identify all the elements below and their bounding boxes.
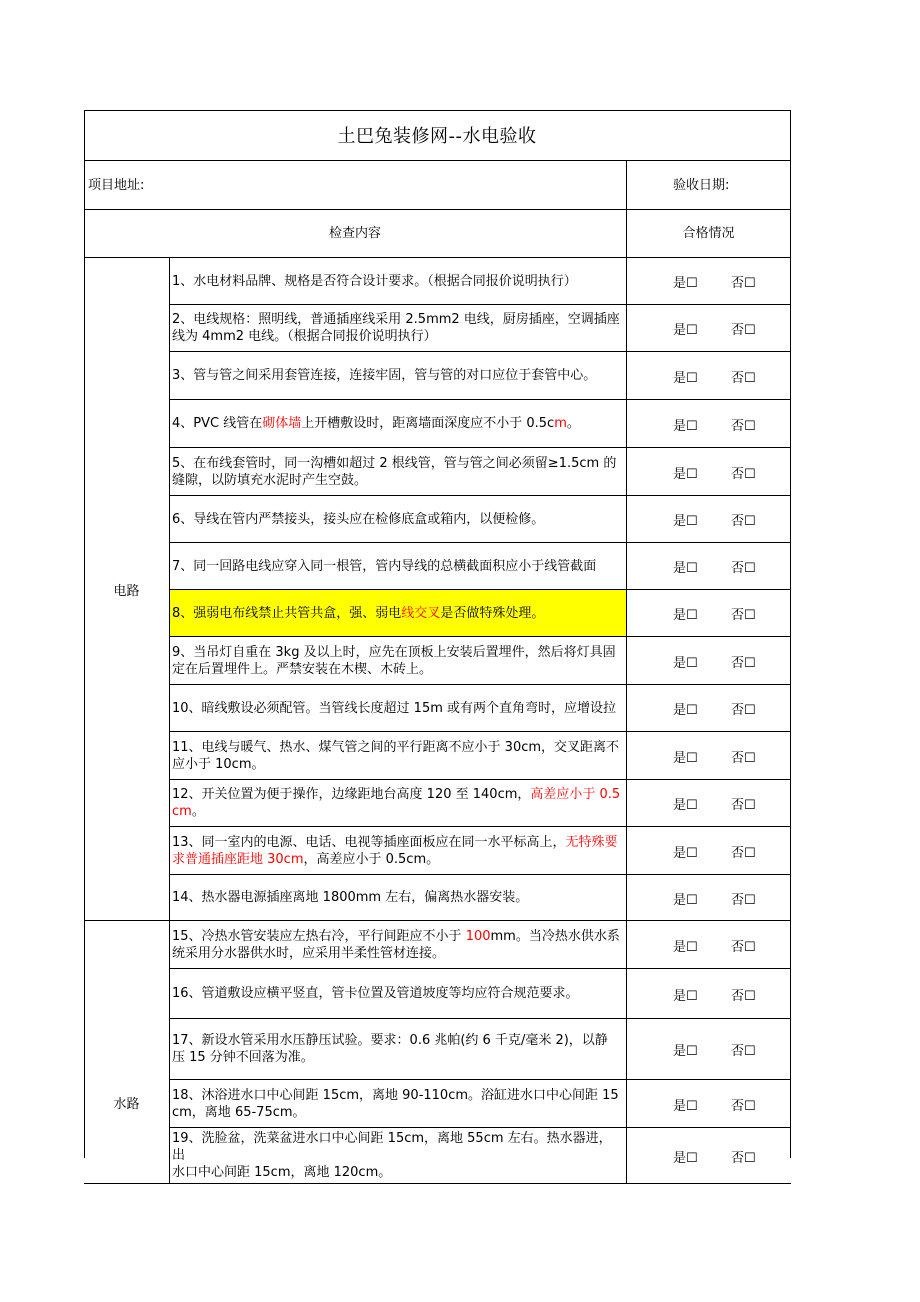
item-text: 是否做特殊处理。 bbox=[440, 605, 545, 621]
highlighted-text: 无特殊要求普通插座距地 30cm bbox=[172, 834, 618, 867]
item-text: 。 bbox=[191, 804, 205, 819]
address-label: 项目地址: bbox=[88, 178, 145, 193]
item-text: 1、水电材料品牌、规格是否符合设计要求。（根据合同报价说明执行） bbox=[172, 273, 577, 289]
no-checkbox[interactable]: 否☐ bbox=[731, 608, 756, 623]
no-checkbox[interactable]: 否☐ bbox=[731, 371, 756, 386]
no-checkbox[interactable]: 否☐ bbox=[731, 561, 756, 576]
result-cell bbox=[627, 496, 790, 542]
check-item-text bbox=[172, 1130, 624, 1181]
item-text: 2、电线规格：照明线，普通插座线采用 2.5mm2 电线，厨房插座，空调插座线为 4mm2 电线。（根据合同报价说明执行） bbox=[172, 312, 620, 344]
check-item-9 bbox=[170, 637, 626, 684]
yes-checkbox[interactable]: 是☐ bbox=[673, 323, 698, 338]
highlighted-text: 砌体墙 bbox=[262, 416, 302, 431]
result-cell bbox=[627, 875, 790, 920]
check-item-text bbox=[172, 644, 624, 678]
result-cell bbox=[627, 685, 790, 731]
result-cell bbox=[627, 921, 790, 968]
result-cell bbox=[627, 637, 790, 684]
check-item-6 bbox=[170, 496, 626, 542]
yes-checkbox[interactable]: 是☐ bbox=[673, 989, 698, 1004]
check-item-4 bbox=[170, 400, 626, 447]
yes-checkbox[interactable]: 是☐ bbox=[673, 1044, 698, 1059]
highlighted-text: m bbox=[554, 416, 567, 431]
check-item-18 bbox=[170, 1080, 626, 1127]
yes-checkbox[interactable]: 是☐ bbox=[673, 751, 698, 766]
result-cell bbox=[627, 732, 790, 779]
yes-checkbox[interactable]: 是☐ bbox=[673, 846, 698, 861]
highlighted-text: 线 bbox=[401, 605, 415, 621]
item-text: 3、管与管之间采用套管连接，连接牢固，管与管的对口应位于套管中心。 bbox=[172, 368, 597, 383]
check-item-13 bbox=[170, 827, 626, 874]
grid-line bbox=[84, 160, 791, 161]
check-item-5 bbox=[170, 448, 626, 495]
check-item-text bbox=[172, 273, 624, 290]
no-checkbox[interactable]: 否☐ bbox=[731, 1151, 756, 1166]
check-item-7 bbox=[170, 543, 626, 589]
check-item-17 bbox=[170, 1019, 626, 1079]
result-cell bbox=[627, 1019, 790, 1079]
check-item-text bbox=[172, 928, 624, 962]
item-text: 18、沐浴进水口中心间距 15cm，离地 90-110cm。浴缸进水口中心间距 15cm，离地 65-75cm。 bbox=[172, 1087, 619, 1120]
category-electric: 电路 bbox=[113, 583, 140, 599]
yes-checkbox[interactable]: 是☐ bbox=[673, 514, 698, 529]
check-item-text bbox=[172, 985, 624, 1002]
check-item-text bbox=[172, 786, 624, 820]
result-cell bbox=[627, 352, 790, 399]
highlighted-text: 交 bbox=[414, 605, 428, 621]
no-checkbox[interactable]: 否☐ bbox=[731, 703, 756, 718]
check-item-text bbox=[172, 1032, 624, 1066]
result-cell bbox=[627, 827, 790, 874]
item-text: 12、开关位置为便于操作，边缘距地台高度 120 至 140cm， bbox=[172, 787, 531, 802]
check-item-text bbox=[172, 739, 624, 773]
result-cell bbox=[627, 590, 790, 636]
check-item-text bbox=[172, 834, 624, 868]
sheet-title: 土巴兔装修网--水电验收 bbox=[337, 126, 537, 147]
check-item-text bbox=[172, 511, 624, 528]
no-checkbox[interactable]: 否☐ bbox=[731, 276, 756, 291]
check-item-12 bbox=[170, 780, 626, 826]
check-item-text bbox=[172, 558, 624, 575]
yes-checkbox[interactable]: 是☐ bbox=[673, 371, 698, 386]
content-header: 检查内容 bbox=[328, 226, 381, 241]
no-checkbox[interactable]: 否☐ bbox=[731, 323, 756, 338]
yes-checkbox[interactable]: 是☐ bbox=[673, 940, 698, 955]
check-item-8 bbox=[170, 590, 626, 636]
check-item-11 bbox=[170, 732, 626, 779]
check-item-text bbox=[172, 1087, 624, 1121]
result-cell bbox=[627, 305, 790, 351]
check-item-text bbox=[172, 889, 624, 906]
no-checkbox[interactable]: 否☐ bbox=[731, 751, 756, 766]
yes-checkbox[interactable]: 是☐ bbox=[673, 656, 698, 671]
yes-checkbox[interactable]: 是☐ bbox=[673, 561, 698, 576]
yes-checkbox[interactable]: 是☐ bbox=[673, 1151, 698, 1166]
result-cell bbox=[627, 448, 790, 495]
item-text: 9、当吊灯自重在 3kg 及以上时，应先在顶板上安装后置埋件，然后将灯具固定在后置埋件上。严禁安装在木楔、木砖上。 bbox=[172, 644, 616, 677]
no-checkbox[interactable]: 否☐ bbox=[731, 656, 756, 671]
yes-checkbox[interactable]: 是☐ bbox=[673, 276, 698, 291]
check-item-19 bbox=[170, 1128, 626, 1183]
result-cell bbox=[627, 969, 790, 1018]
result-cell bbox=[627, 258, 790, 304]
highlighted-text: 高差应小于 0.5cm bbox=[172, 787, 621, 819]
date-label: 验收日期: bbox=[673, 178, 730, 193]
check-item-text bbox=[172, 605, 624, 622]
yes-checkbox[interactable]: 是☐ bbox=[673, 893, 698, 908]
item-text: 7、同一回路电线应穿入同一根管，管内导线的总横截面积应小于线管截面 bbox=[172, 558, 597, 574]
yes-checkbox[interactable]: 是☐ bbox=[673, 467, 698, 482]
no-checkbox[interactable]: 否☐ bbox=[731, 419, 756, 434]
item-text: 6、导线在管内严禁接头，接头应在检修底盒或箱内，以便检修。 bbox=[172, 511, 545, 527]
check-item-15 bbox=[170, 921, 626, 968]
no-checkbox[interactable]: 否☐ bbox=[731, 1099, 756, 1114]
yes-checkbox[interactable]: 是☐ bbox=[673, 1099, 698, 1114]
no-checkbox[interactable]: 否☐ bbox=[731, 798, 756, 813]
item-text: 11、电线与暖气、热水、煤气管之间的平行距离不应小于 30cm，交叉距离不应小于 10cm。 bbox=[172, 739, 620, 772]
item-text: 上开槽敷设时，距离墙面深度应不小于 0.5c bbox=[301, 416, 555, 431]
item-text: mm。当冷热水供水系统采用分水器供水时，应采用半柔性管材连接。 bbox=[172, 928, 620, 961]
item-text: 4、PVC 线管在 bbox=[172, 416, 263, 431]
check-item-2 bbox=[170, 305, 626, 351]
grid-line bbox=[84, 1183, 791, 1184]
no-checkbox[interactable]: 否☐ bbox=[731, 1044, 756, 1059]
yes-checkbox[interactable]: 是☐ bbox=[673, 419, 698, 434]
check-item-text bbox=[172, 367, 624, 384]
check-item-3 bbox=[170, 352, 626, 399]
item-text: ，高差应小于 0.5cm。 bbox=[303, 851, 440, 867]
result-cell bbox=[627, 780, 790, 826]
check-item-14 bbox=[170, 875, 626, 920]
check-item-16 bbox=[170, 969, 626, 1018]
check-item-text bbox=[172, 415, 624, 432]
no-checkbox[interactable]: 否☐ bbox=[731, 467, 756, 482]
yes-checkbox[interactable]: 是☐ bbox=[673, 703, 698, 718]
item-text: 19、洗脸盆，洗菜盆进水口中心间距 15cm，离地 55cm 左右。热水器进，出 水口中心间距 15cm，离地 120cm。 bbox=[172, 1131, 612, 1180]
check-item-text bbox=[172, 455, 624, 489]
no-checkbox[interactable]: 否☐ bbox=[731, 989, 756, 1004]
item-text: 。 bbox=[566, 416, 580, 431]
no-checkbox[interactable]: 否☐ bbox=[731, 893, 756, 908]
result-cell bbox=[627, 1128, 790, 1183]
item-text: 5、在布线套管时，同一沟槽如超过 2 根线管，管与管之间必须留≥1.5cm 的缝隙，以防填充水泥时产生空鼓。 bbox=[172, 455, 617, 488]
item-text: 8、强弱电布线禁止共管共盒，强、弱电 bbox=[172, 605, 402, 621]
yes-checkbox[interactable]: 是☐ bbox=[673, 608, 698, 623]
no-checkbox[interactable]: 否☐ bbox=[731, 846, 756, 861]
check-item-text bbox=[172, 700, 624, 717]
check-item-text bbox=[172, 311, 624, 345]
item-text: 15、冷热水管安装应左热右冷，平行间距应不小于 bbox=[172, 928, 466, 944]
item-text: 14、热水器电源插座离地 1800mm 左右，偏离热水器安装。 bbox=[172, 890, 529, 905]
highlighted-text: 叉 bbox=[427, 605, 441, 621]
yes-checkbox[interactable]: 是☐ bbox=[673, 798, 698, 813]
grid-line bbox=[790, 110, 791, 1158]
result-cell bbox=[627, 543, 790, 589]
item-text: 10、暗线敷设必须配管。当管线长度超过 15m 或有两个直角弯时，应增设拉 bbox=[172, 700, 617, 716]
category-water: 水路 bbox=[113, 1096, 140, 1112]
check-item-10 bbox=[170, 685, 626, 731]
item-text: 16、管道敷设应横平竖直，管卡位置及管道坡度等均应符合规范要求。 bbox=[172, 986, 579, 1001]
check-item-1 bbox=[170, 258, 626, 304]
result-cell bbox=[627, 1080, 790, 1127]
no-checkbox[interactable]: 否☐ bbox=[731, 940, 756, 955]
result-header: 合格情况 bbox=[682, 226, 735, 241]
item-text: 13、同一室内的电源、电话、电视等插座面板应在同一水平标高上， bbox=[172, 834, 566, 850]
highlighted-text: 100 bbox=[465, 928, 491, 944]
item-text: 17、新设水管采用水压静压试验。要求：0.6 兆帕(约 6 千克/毫米 2)，以静 压 15 分钟不回落为准。 bbox=[172, 1033, 608, 1065]
result-cell bbox=[627, 400, 790, 447]
no-checkbox[interactable]: 否☐ bbox=[731, 514, 756, 529]
